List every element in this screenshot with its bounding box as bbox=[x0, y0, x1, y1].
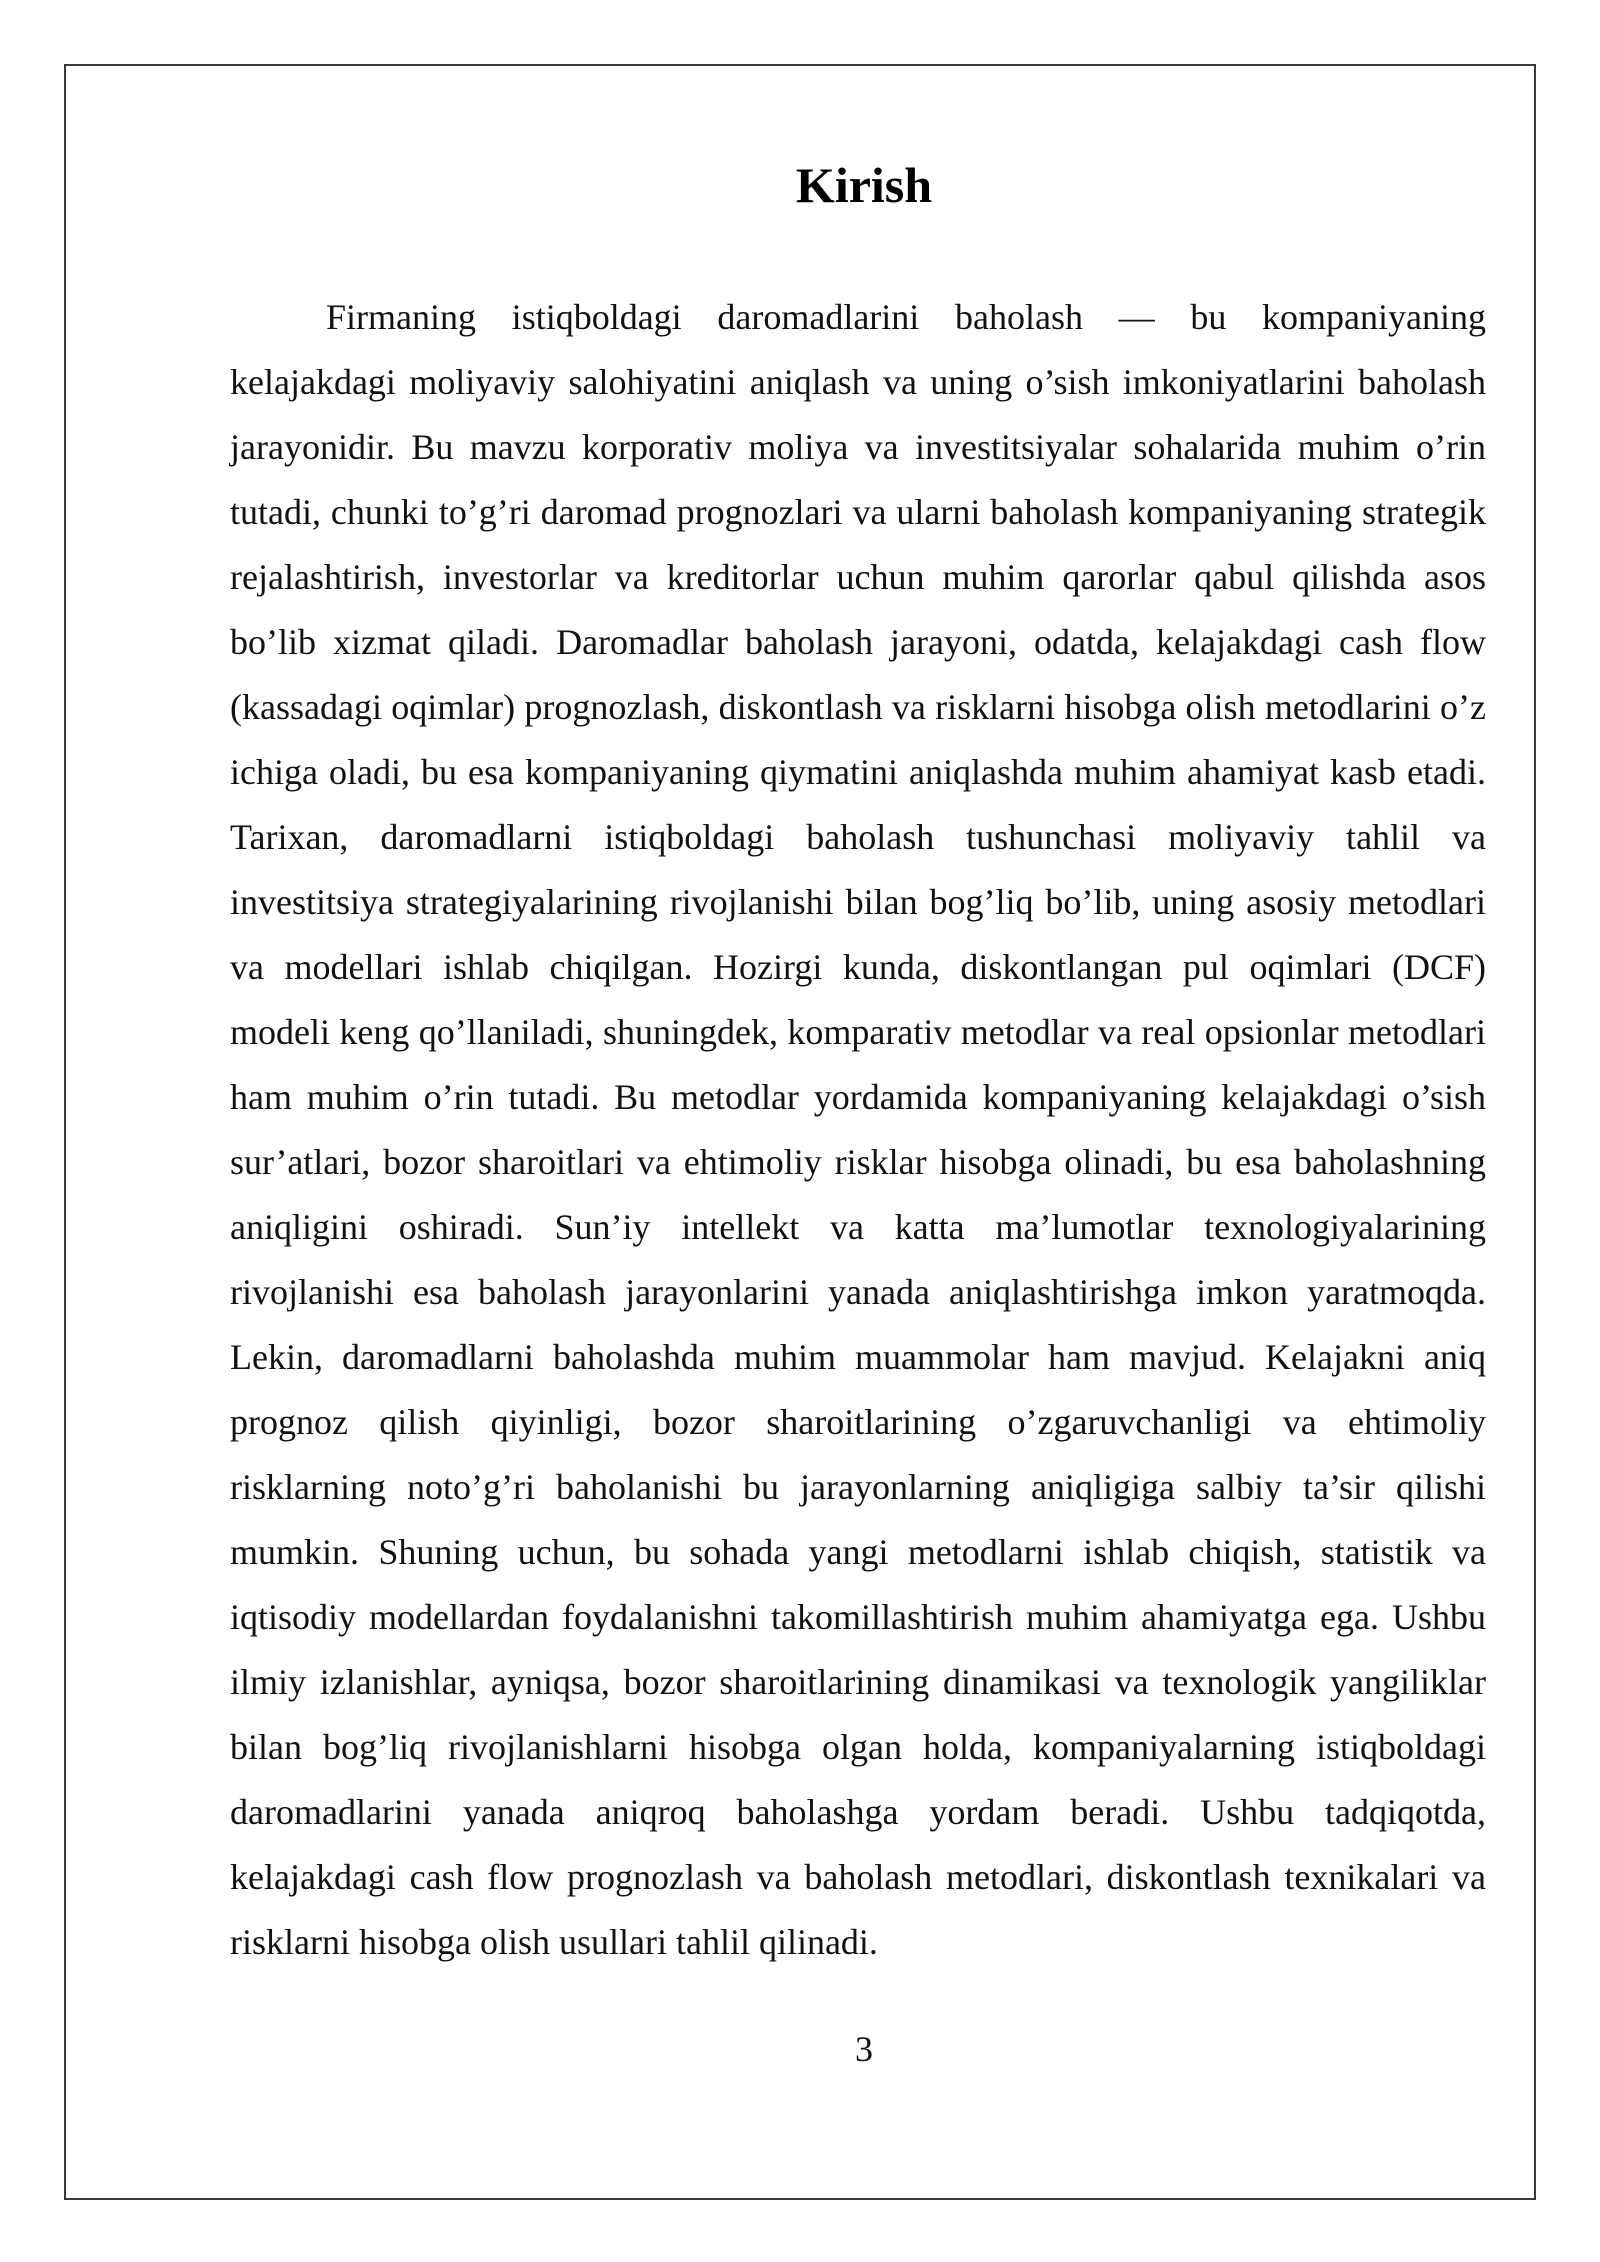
body-paragraph: Firmaning istiqboldagi daromadlarini baholash — bu kompaniyaning kelajakdagi moliyaviy salohiyatini aniqlash va uning o’sish imkoniyatlarini baholash jarayonidir. Bu mavzu korporativ moliya va investitsiyalar sohalarida muhim o’rin tutadi, chunki to’g’ri daromad prognozlari va ularni baholash kompaniyaning strategik rejalashtirish, investorlar va kreditorlar uchun muhim qarorlar qabul qilishda asos bo’lib xizmat qiladi. Daromadlar baholash jarayoni, odatda, kelajakdagi cash flow (kassadagi oqimlar) prognozlash, diskontlash va risklarni hisobga olish metodlarini o’z ichiga oladi, bu esa kompaniyaning qiymatini aniqlashda muhim ahamiyat kasb etadi. Tarixan, daromadlarni istiqboldagi baholash tushunchasi moliyaviy tahlil va investitsiya strategiyalarining rivojlanishi bilan bog’liq bo’lib, uning asosiy metodlari va modellari ishlab chiqilgan. Hozirgi kunda, diskontlangan pul oqimlari (DCF) modeli keng qo’llaniladi, shuningdek, komparativ metodlar va real opsionlar metodlari ham muhim o’rin tutadi. Bu metodlar yordamida kompaniyaning kelajakdagi o’sish sur’atlari, bozor sharoitlari va ehtimoliy risklar hisobga olinadi, bu esa baholashning aniqligini oshiradi. Sun’iy intellekt va katta ma’lumotlar texnologiyalarining rivojlanishi esa baholash jarayonlarini yanada aniqlashtirishga imkon yaratmoqda. Lekin, daromadlarni baholashda muhim muammolar ham mavjud. Kelajakni aniq prognoz qilish qiyinligi, bozor sharoitlarining o’zgaruvchanligi va ehtimoliy risklarning noto’g’ri baholanishi bu jarayonlarning aniqligiga salbiy ta’sir qilishi mumkin. Shuning uchun, bu sohada yangi metodlarni ishlab chiqish, statistik va iqtisodiy modellardan foydalanishni takomillashtirish muhim ahamiyatga ega. Ushbu ilmiy izlanishlar, ayniqsa, bozor sharoitlarining dinamikasi va texnologik yangiliklar bilan bog’liq rivojlanishlarni hisobga olgan holda, kompaniyalarning istiqboldagi daromadlarini yanada aniqroq baholashga yordam beradi. Ushbu tadqiqotda, kelajakdagi cash flow prognozlash va baholash metodlari, diskontlash texnikalari va risklarni hisobga olish usullari tahlil qilinadi. bbox=[230, 297, 1486, 1962]
page-title: Kirish bbox=[795, 157, 933, 213]
page-number: 3 bbox=[855, 2029, 873, 2069]
